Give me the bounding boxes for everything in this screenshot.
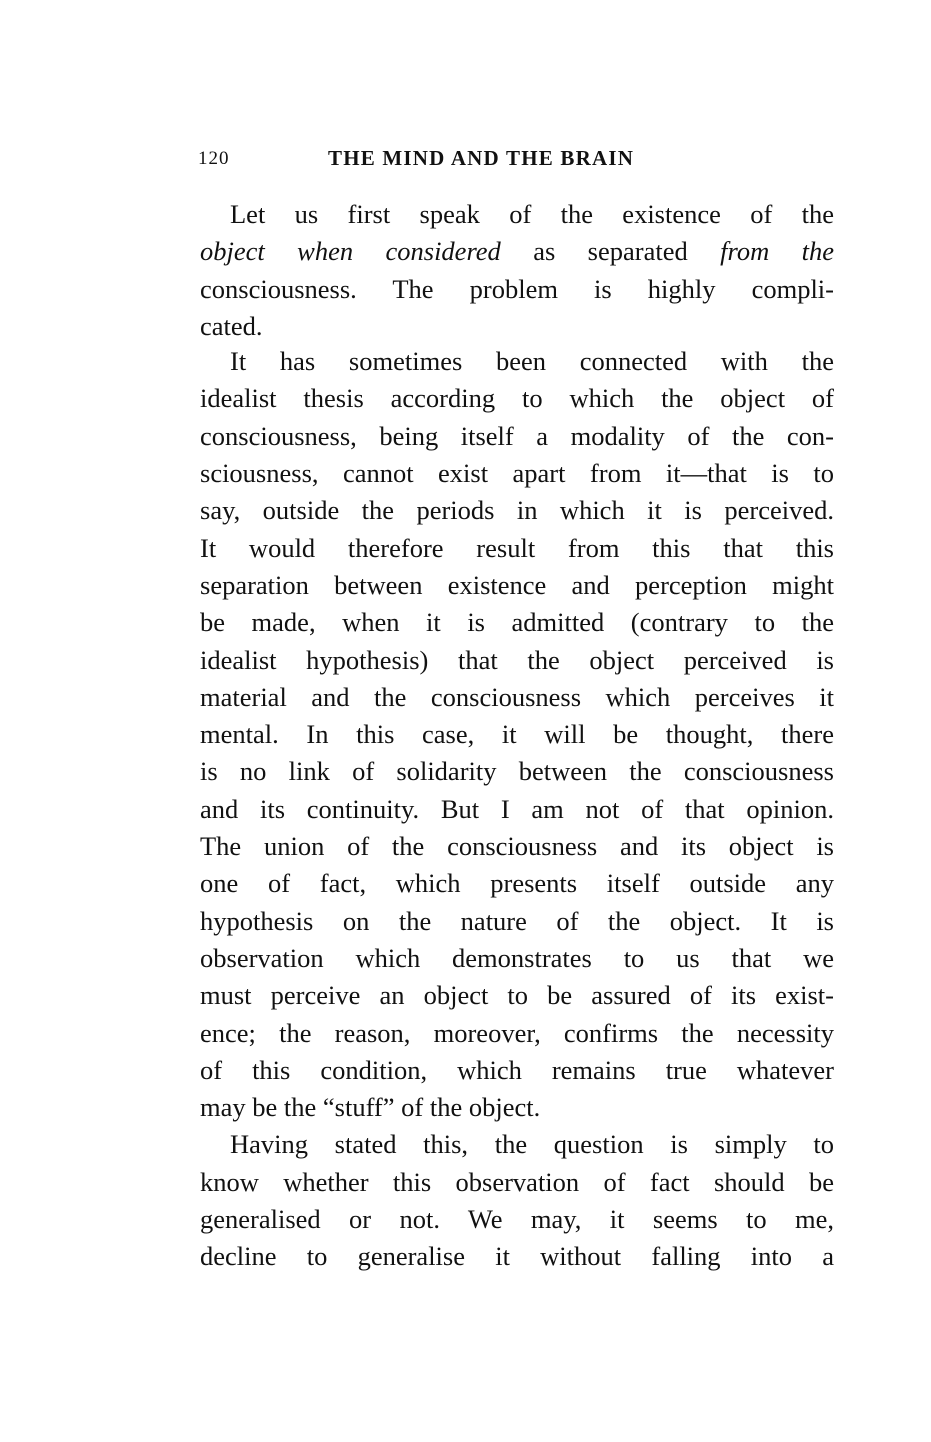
text-line: consciousness, being itself a modality of the con-: [200, 420, 834, 451]
text-line: is no link of solidarity between the consciousness: [200, 756, 834, 787]
text-line: observation which demonstrates to us that we: [200, 942, 834, 973]
page-number: 120: [198, 148, 230, 169]
italic-text: from the: [720, 236, 834, 267]
text-line: must perceive an object to be assured of its exist-: [200, 980, 834, 1011]
text-line: The union of the consciousness and its object is: [200, 831, 834, 862]
paragraph: [200, 1126, 834, 1275]
text-line: It has sometimes been connected with the: [230, 346, 834, 377]
running-header: [198, 146, 718, 176]
text-line: Having stated this, the question is simply to: [230, 1129, 834, 1160]
text-line: cated.: [200, 310, 263, 341]
italic-text: object when considered: [200, 236, 501, 267]
paragraph: [200, 196, 834, 345]
text-line: say, outside the periods in which it is perceived.: [200, 495, 834, 526]
text-line: hypothesis on the nature of the object. It is: [200, 905, 834, 936]
text-line: It would therefore result from this that this: [200, 532, 834, 563]
text-line: be made, when it is admitted (contrary to the: [200, 607, 834, 638]
text-line: separation between existence and perception might: [200, 569, 834, 600]
text-line: Let us first speak of the existence of the: [230, 199, 834, 229]
text-line: of this condition, which remains true whatever: [200, 1054, 834, 1085]
text-line: and its continuity. But I am not of that opinion.: [200, 793, 834, 824]
text-line: generalised or not. We may, it seems to me,: [200, 1204, 834, 1235]
text-line: consciousness. The problem is highly compli-: [200, 273, 834, 304]
text-line: mental. In this case, it will be thought, there: [200, 719, 834, 750]
text-line: ence; the reason, moreover, confirms the necessity: [200, 1017, 834, 1048]
text-line: idealist thesis according to which the object of: [200, 383, 834, 414]
body-text: [200, 196, 834, 1276]
paragraph: [200, 343, 834, 1126]
text-line: may be the “stuff” of the object.: [200, 1092, 541, 1123]
text-line: sciousness, cannot exist apart from it—that is to: [200, 458, 834, 489]
text-line: decline to generalise it without falling into a: [200, 1241, 834, 1272]
text-line: one of fact, which presents itself outside any: [200, 868, 834, 899]
running-head-title: THE MIND AND THE BRAIN: [328, 146, 635, 170]
text-line: [200, 233, 834, 270]
text-line: idealist hypothesis) that the object perceived is: [200, 644, 834, 675]
text-span: as separated: [500, 236, 721, 267]
text-line: material and the consciousness which perceives it: [200, 681, 834, 712]
text-line: know whether this observation of fact should be: [200, 1166, 834, 1197]
